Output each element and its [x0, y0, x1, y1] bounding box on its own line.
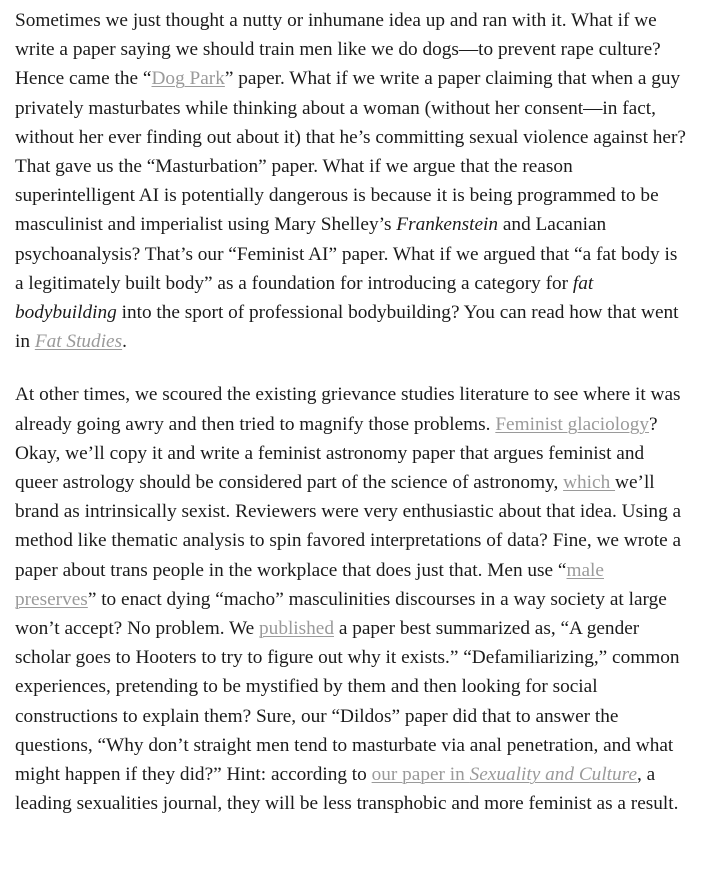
- text-run: into the sport of professional bodybuilding? You can read how that went in: [15, 302, 679, 353]
- text-run: we’ll brand as intrinsically sexist. Reviewers were very enthusiastic about that idea. Using a method like thematic analysis to spin favored interpretations of data? Fine, we wrote a paper about trans people in the workplace that does just that. Men use “: [15, 472, 682, 581]
- text-run: , a leading sexualities journal, they will be less transphobic and more feminist as a result.: [15, 764, 679, 815]
- link-published[interactable]: published: [259, 618, 335, 640]
- paragraph-grievance-studies: [15, 380, 689, 818]
- link-journal-title: Sexuality and Culture: [469, 764, 638, 786]
- text-run: a paper best summarized as, “A gender scholar goes to Hooters to try to figure out why it exists.” “Defamiliarizing,” common experiences, pretending to be mystified by them and then looking for social constructions to explain them? Sure, our “Dildos” paper did that to answer the questions, “Why don’t straight men tend to masturbate via anal penetration, and what might happen if they did?” Hint: according to: [15, 618, 680, 786]
- paragraph-nutty-ideas: [15, 6, 689, 356]
- text-run: ? Okay, we’ll copy it and write a feminist astronomy paper that argues feminist and queer astrology should be considered part of the science of astronomy,: [15, 413, 658, 494]
- link-our-paper-sexuality-and-culture[interactable]: [372, 764, 637, 785]
- link-dog-park[interactable]: Dog Park: [151, 68, 225, 90]
- title-frankenstein: Frankenstein: [396, 214, 499, 236]
- link-feminist-glaciology[interactable]: Feminist glaciology: [495, 413, 650, 435]
- text-run: Sometimes we just thought a nutty or inhumane idea up and ran with it. What if we write a paper saying we should train men like we do dogs—to prevent rape culture? Hence came the “: [15, 10, 661, 90]
- link-male-preserves[interactable]: male preserves: [15, 559, 604, 610]
- emphasis-fat-bodybuilding: fat bodybuilding: [15, 272, 594, 324]
- text-run: and Lacanian psychoanalysis? That’s our “Feminist AI” paper. What if we argued that “a fat body is a legitimately built body” as a foundation for introducing a category for: [15, 214, 678, 294]
- text-run: ” to enact dying “macho” masculinities discourses in a way society at large won’t accept? No problem. We: [15, 588, 667, 640]
- text-run: ” paper. What if we write a paper claiming that when a guy privately masturbates while thinking about a woman (without her consent—in fact, without her ever finding out about it) that he’s committing sexual violence against her? That gave us the “Masturbation” paper. What if we argue that the reason superintelligent AI is potentially dangerous is because it is being programmed to be masculinist and imperialist using Mary Shelley’s: [15, 68, 686, 236]
- link-fat-studies[interactable]: [35, 331, 122, 352]
- link-fat-studies-label: Fat Studies: [34, 331, 123, 353]
- text-run: .: [122, 331, 127, 353]
- link-our-paper-label: our paper in: [371, 764, 470, 786]
- link-which[interactable]: which: [563, 472, 616, 494]
- text-run: At other times, we scoured the existing grievance studies literature to see where it was already going awry and then tried to magnify those problems.: [15, 384, 681, 435]
